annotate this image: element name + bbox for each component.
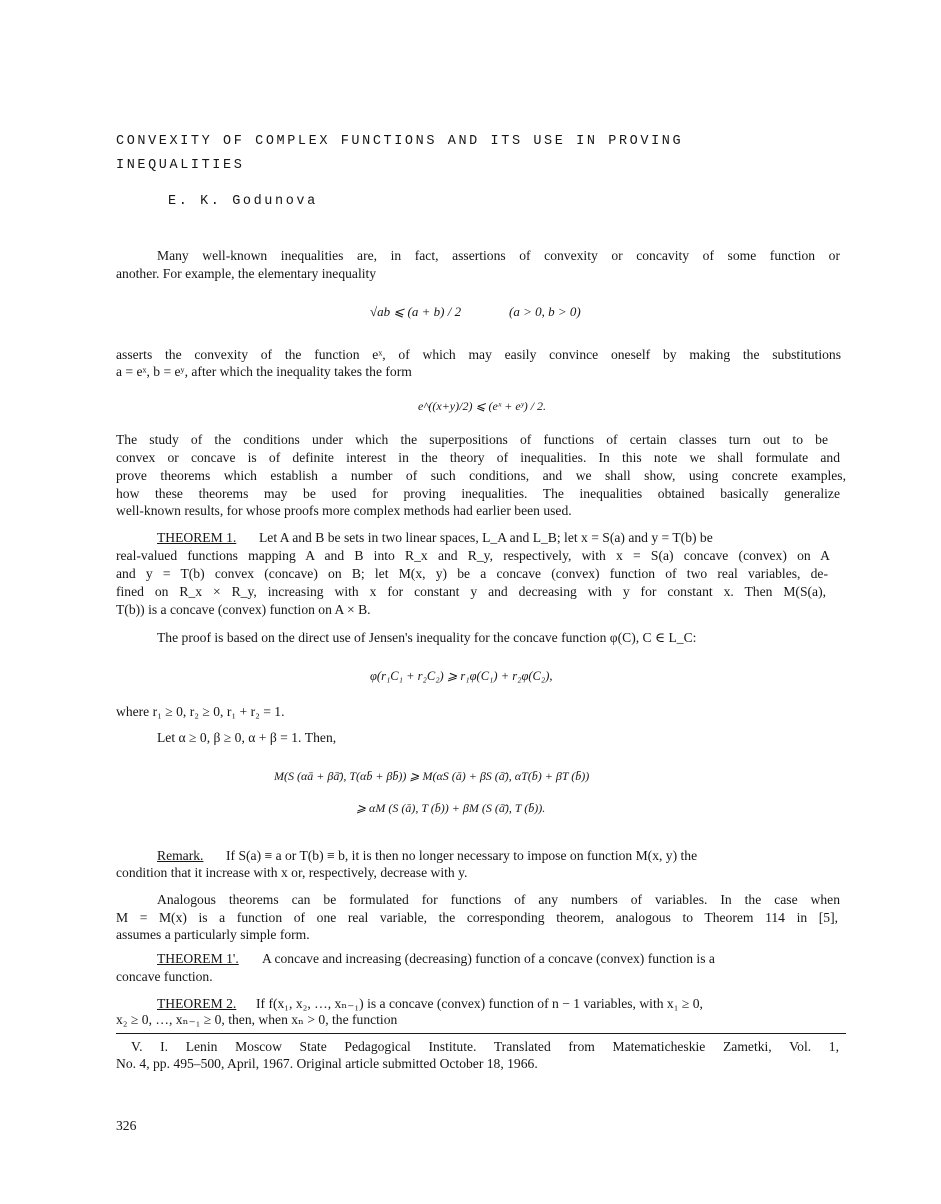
para3-line1: The study of the conditions under which the superpositions of functions of certain classes turn out to be (116, 432, 828, 447)
para2-line2: a = eˣ, b = eʸ, after which the inequality takes the form (116, 364, 412, 379)
para3-line3: prove theorems which establish a number of such conditions, and we shall show, using concrete examples, (116, 468, 846, 483)
page-number: 326 (116, 1118, 137, 1133)
para3-line4: how these theorems may be used for proving inequalities. The inequalities obtained basically generalize (116, 486, 840, 501)
theorem-1p-label: THEOREM 1'. (157, 951, 239, 966)
para1-line1: Many well-known inequalities are, in fact, assertions of convexity or concavity of some function or (157, 248, 840, 263)
equation-3-jensen: φ(r₁C₁ + r₂C₂) ⩾ r₁φ(C₁) + r₂φ(C₂), (370, 669, 553, 683)
footnote-rule (116, 1033, 846, 1034)
para3-line5: well-known results, for whose proofs more complex methods had earlier been used. (116, 503, 572, 518)
para4-line1: Analogous theorems can be formulated for functions of any numbers of variables. In the case when (157, 892, 840, 907)
equation-2: e^((x+y)/2) ⩽ (eˣ + eʸ) / 2. (418, 399, 547, 413)
theorem-1-line1: Let A and B be sets in two linear spaces, L_A and L_B; let x = S(a) and y = T(b) be (259, 530, 713, 545)
paper-title-line1: CONVEXITY OF COMPLEX FUNCTIONS AND ITS USE IN PROVING (116, 134, 684, 149)
remark-line1: If S(a) ≡ a or T(b) ≡ b, it is then no longer necessary to impose on function M(x, y) the (226, 848, 698, 863)
para3-line2: convex or concave is of definite interest in the theory of inequalities. In this note we shall formulate and (116, 450, 840, 465)
theorem-1-line2: real-valued functions mapping A and B into R_x and R_y, respectively, with x = S(a) concave (convex) on A (116, 548, 830, 563)
let-clause: Let α ≥ 0, β ≥ 0, α + β = 1. Then, (157, 730, 337, 745)
theorem-1p-line2: concave function. (116, 969, 213, 984)
theorem-1-line5: T(b)) is a concave (convex) function on A × B. (116, 602, 371, 617)
para1-line2: another. For example, the elementary inequality (116, 266, 377, 281)
equation-4-line2: ⩾ αM (S (ā), T (b̄)) + βM (S (ā̄), T (b̄̄)). (356, 801, 546, 815)
equation-1-condition: (a > 0, b > 0) (509, 304, 581, 319)
para2-line1: asserts the convexity of the function eˣ, of which may easily convince oneself by making the substitutions (116, 347, 841, 362)
equation-4-line1: M(S (αā + βā̄), T(αb̄ + βb̄̄)) ⩾ M(αS (ā) + βS (ā̄), αT(b̄) + βT (b̄̄)) (274, 769, 590, 783)
footnote-line2: No. 4, pp. 495–500, April, 1967. Original article submitted October 18, 1966. (116, 1056, 538, 1071)
para4-line3: assumes a particularly simple form. (116, 927, 310, 942)
theorem-2-line2: x₂ ≥ 0, …, xₙ₋₁ ≥ 0, then, when xₙ > 0, the function (116, 1012, 398, 1027)
author-name: E. K. Godunova (168, 194, 318, 209)
para4-line2: M = M(x) is a function of one real variable, the corresponding theorem, analogous to Theorem 114 in [5], (116, 910, 838, 925)
theorem-2-label: THEOREM 2. (157, 996, 237, 1011)
proof-line1: The proof is based on the direct use of Jensen's inequality for the concave function φ(C), C ∈ L_C: (157, 630, 697, 645)
paper-title-line2: INEQUALITIES (116, 158, 245, 173)
theorem-1-line3: and y = T(b) convex (concave) on B; let M(x, y) be a concave (convex) function of two real variables, de- (116, 566, 828, 581)
theorem-1-label: THEOREM 1. (157, 530, 237, 545)
theorem-1-line4: fined on R_x × R_y, increasing with x for constant y and decreasing with y for constant x. Then M(S(a), (116, 584, 826, 599)
remark-label: Remark. (157, 848, 204, 863)
equation-1-lhs: √ab ⩽ (a + b) / 2 (370, 304, 462, 319)
remark-line2: condition that it increase with x or, respectively, decrease with y. (116, 865, 468, 880)
theorem-2-line1: If f(x₁, x₂, …, xₙ₋₁) is a concave (convex) function of n − 1 variables, with x₁ ≥ 0, (256, 996, 703, 1011)
where-clause: where r₁ ≥ 0, r₂ ≥ 0, r₁ + r₂ = 1. (116, 704, 285, 719)
theorem-1p-line1: A concave and increasing (decreasing) function of a concave (convex) function is a (262, 951, 715, 966)
footnote-line1: V. I. Lenin Moscow State Pedagogical Institute. Translated from Matematicheskie Zametki, Vol. 1, (131, 1039, 839, 1054)
